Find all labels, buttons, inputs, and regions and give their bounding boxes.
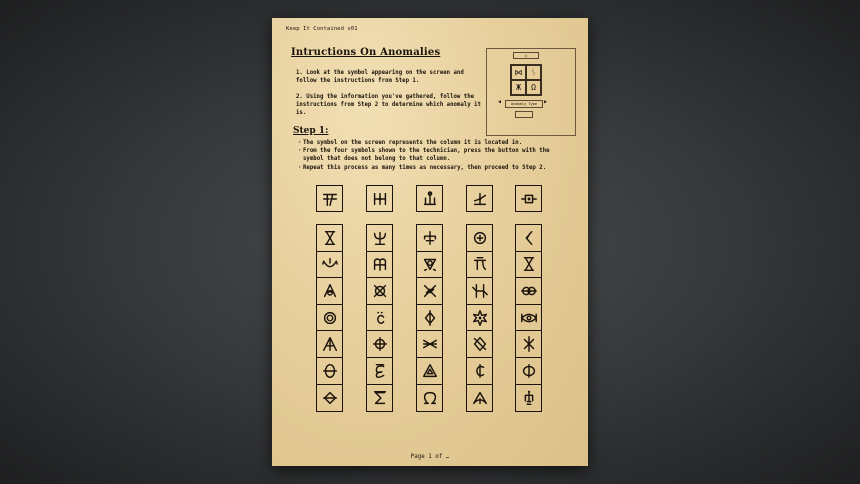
double-circle-glyph-icon: [321, 309, 339, 327]
symbol-cell: [367, 331, 392, 358]
symbol-cell: [367, 278, 392, 305]
symbol-cell: [516, 385, 541, 412]
crown-a-glyph-icon: [471, 389, 489, 407]
symbol-cell: [417, 358, 442, 385]
step1-title: Step 1:: [293, 126, 329, 136]
step1-bullet-2: · From the four symbols shown to the technician, press the button with the symbol that does not belong to that column.: [298, 147, 568, 163]
crosshair-glyph-icon: [371, 335, 389, 353]
hourglass-glyph-icon: [520, 255, 538, 273]
cross-glyph-icon: [421, 229, 439, 247]
symbol-cell: [516, 225, 541, 252]
trident-glyph-icon: [371, 229, 389, 247]
column-header-3: [416, 185, 443, 212]
symbol-column-3: [416, 224, 443, 412]
symbol-column-5: [515, 224, 542, 412]
symbol-cell: [317, 225, 342, 252]
page-title: Intructions On Anomalies: [291, 47, 441, 58]
symbol-cell: [317, 331, 342, 358]
device-button-3: Ж: [511, 80, 526, 95]
theta-bars-glyph-icon: [321, 362, 339, 380]
phi-glyph-icon: [520, 362, 538, 380]
x-bar-glyph-icon: [520, 335, 538, 353]
symbol-cell: [317, 278, 342, 305]
symbol-cell: [417, 331, 442, 358]
page-footer: Page 1 of …: [410, 454, 450, 460]
double-circle-h-glyph-icon: [520, 282, 538, 300]
arc-arrow-glyph-icon: [321, 255, 339, 273]
omega-glyph-icon: [421, 389, 439, 407]
x-diamond-glyph-icon: [471, 335, 489, 353]
symbol-cell: [367, 252, 392, 279]
symbol-cell: [317, 252, 342, 279]
big-a-glyph-icon: [321, 335, 339, 353]
symbol-cell: [467, 305, 492, 332]
symbol-cell: [367, 385, 392, 412]
symbol-cell: [417, 225, 442, 252]
column-header-2: [366, 185, 393, 212]
symbol-cell: [467, 331, 492, 358]
circle-a-glyph-icon: [321, 282, 339, 300]
symbol-cell: [367, 225, 392, 252]
step1-bullet-1: · The symbol on the screen represents the column it is located in.: [298, 139, 568, 147]
symbol-cell: [516, 278, 541, 305]
arrow-left-icon: ◀: [498, 99, 502, 105]
anomaly-manual-page: [272, 18, 588, 466]
symbol-cell: [516, 358, 541, 385]
device-button-2: ᛊ: [526, 65, 541, 80]
header-tag: Keep It Contained v01: [286, 26, 358, 32]
symbol-cell: [317, 305, 342, 332]
symbol-cell: [317, 385, 342, 412]
symbol-cell: [467, 358, 492, 385]
device-diagram: [486, 48, 576, 136]
symbol-cell: [516, 305, 541, 332]
symbol-cell: [516, 331, 541, 358]
symbol-cell: [367, 305, 392, 332]
target-line-glyph-icon: [520, 190, 538, 208]
lt-bracket-glyph-icon: [520, 229, 538, 247]
device-button-1: ⋈: [511, 65, 526, 80]
delta-in-triangle-glyph-icon: [421, 362, 439, 380]
column-header-1: [316, 185, 343, 212]
symbol-cell: [317, 358, 342, 385]
device-label: Anomaly Type: [505, 100, 543, 108]
device-button-4: Ω: [526, 80, 541, 95]
step1-bullet-3: · Repeat this process as many times as necessary, then proceed to Step 2.: [298, 164, 568, 172]
symbol-cell: [516, 252, 541, 279]
diamond-arrow-glyph-icon: [421, 309, 439, 327]
mu-bar-glyph-icon: [371, 255, 389, 273]
symbol-cell: [467, 278, 492, 305]
device-screen: ◯: [513, 52, 539, 59]
symbol-cell: [467, 225, 492, 252]
circle-plus-glyph-icon: [471, 229, 489, 247]
c-diaeresis-glyph-icon: [371, 309, 389, 327]
symbol-cell: [467, 385, 492, 412]
symbol-column-4: [466, 224, 493, 412]
symbol-cell: [417, 305, 442, 332]
symbol-cell: [467, 252, 492, 279]
double-x-glyph-icon: [421, 282, 439, 300]
h-spark-glyph-icon: [471, 282, 489, 300]
symbol-cell: [367, 358, 392, 385]
symbol-cell: [417, 278, 442, 305]
device-submit-slot: [515, 111, 533, 118]
sigma-bar-glyph-icon: [371, 389, 389, 407]
pi-ray-glyph-icon: [471, 255, 489, 273]
arrow-right-icon: ▶: [544, 99, 548, 105]
column-header-5: [515, 185, 542, 212]
bio-triangle-glyph-icon: [421, 255, 439, 273]
star-burst-glyph-icon: [471, 309, 489, 327]
column-header-4: [466, 185, 493, 212]
split-h-glyph-icon: [321, 190, 339, 208]
bowtie-glyph-icon: [421, 335, 439, 353]
diamond-line-glyph-icon: [321, 389, 339, 407]
symbol-column-2: [366, 224, 393, 412]
symbol-column-1: [316, 224, 343, 412]
x-circle-glyph-icon: [371, 282, 389, 300]
hourglass-glyph-icon: [321, 229, 339, 247]
figure-glyph-icon: [520, 389, 538, 407]
intro-step-2: 2. Using the information you've gathered, follow the instructions from Step 2 to determine which anomaly it is.: [296, 94, 481, 117]
phi-c-glyph-icon: [471, 362, 489, 380]
balance-glyph-icon: [471, 190, 489, 208]
eye-glyph-icon: [520, 309, 538, 327]
step1-bullets: [298, 139, 568, 172]
curly-e-glyph-icon: [371, 362, 389, 380]
symbol-cell: [417, 252, 442, 279]
cross-tower-glyph-icon: [421, 190, 439, 208]
device-button-grid: [510, 64, 542, 96]
symbol-cell: [417, 385, 442, 412]
intro-step-1: 1. Look at the symbol appearing on the screen and follow the instructions from Step 1.: [296, 70, 464, 85]
three-pin-glyph-icon: [371, 190, 389, 208]
